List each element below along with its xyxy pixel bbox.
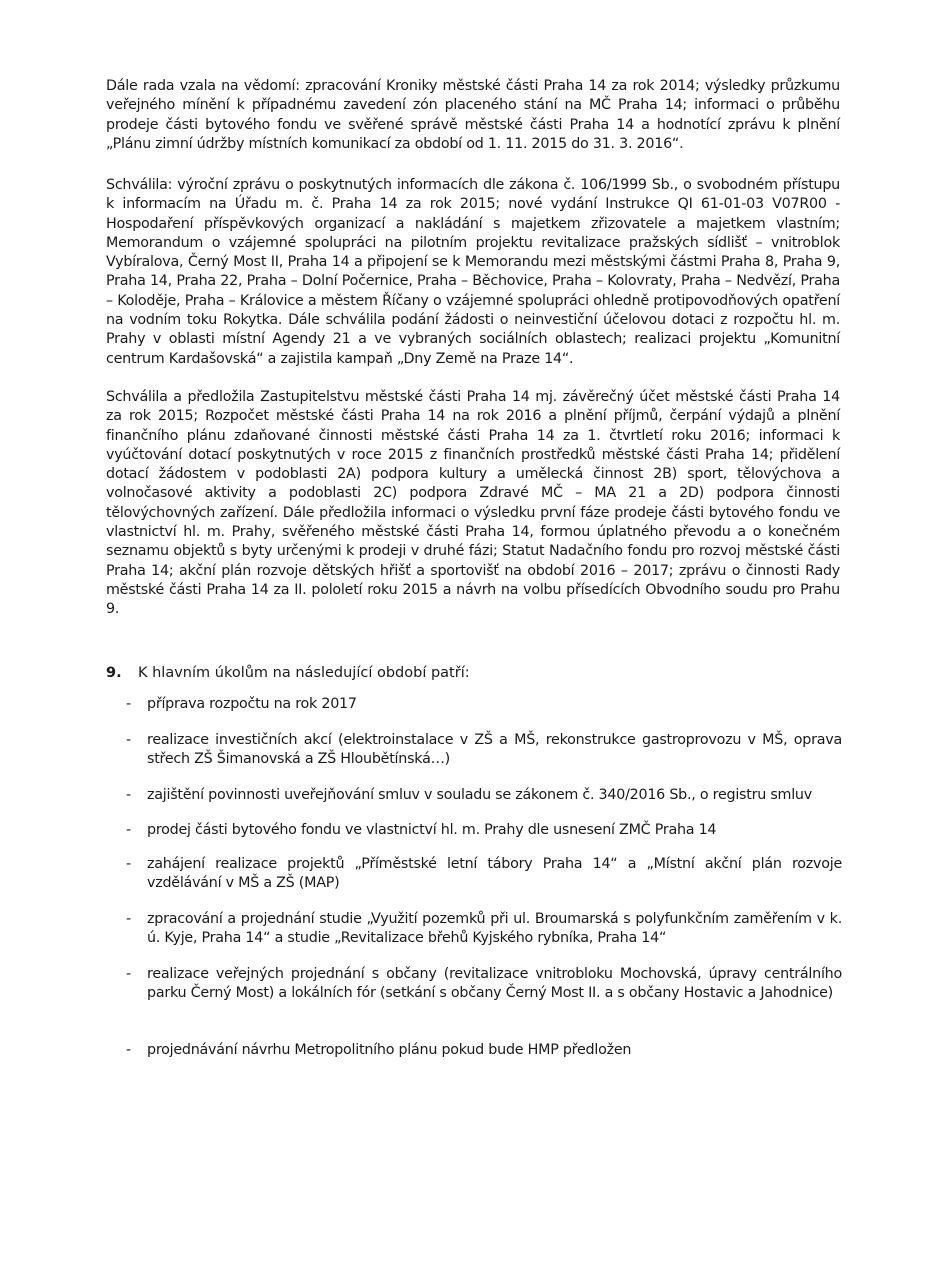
list-item — [126, 1041, 842, 1060]
bullet-dash: - — [126, 856, 131, 872]
bullet-dash: - — [126, 732, 131, 748]
section-heading — [106, 663, 840, 683]
bullet-dash: - — [126, 1042, 131, 1058]
paragraph-approved: Schválila: výroční zprávu o poskytnutých informacích dle zákona č. 106/1999 Sb., o svobodném přístupu k informacím na Úřadu m. č. Praha 14 za rok 2015; nové vydání Instrukce QI 61-01-03 V07R00 - Hospodaření příspěvkových organizací a nakládání s majetkem zřizovatele a majetkem vlastním; Memorandum o vzájemné spolupráci na pilotním projektu revitalizace pražských sídlišť – vnitroblok Vybíralova, Černý Most II, Praha 14 a připojení se k Memorandu mezi městskými částmi Praha 8, Praha 9, Praha 14, Praha 22, Praha – Dolní Počernice, Praha – Běchovice, Praha – Kolovraty, Praha – Nedvězí, Praha – Koloděje, Praha – Královice a městem Říčany o vzájemné spolupráci ohledně protipovodňových opatření na vodním toku Rokytka. Dále schválila podání žádosti o neinvestiční účelovou dotaci z rozpočtu hl. m. Prahy v oblasti místní Agendy 21 a ve vybraných sociálních oblastech; realizaci projektu „Komunitní centrum Kardašovská“ a zajistila kampaň „Dny Země na Praze 14“. — [106, 177, 840, 367]
section-number: 9. — [106, 665, 122, 681]
list-item-text: realizace investičních akcí (elektroinstalace v ZŠ a MŠ, rekonstrukce gastroprovozu v MŠ, oprava střech ZŠ Šimanovská a ZŠ Hloubětínská…) — [147, 732, 842, 768]
list-item-text: prodej části bytového fondu ve vlastnictví hl. m. Prahy dle usnesení ZMČ Praha 14 — [147, 822, 717, 838]
bullet-dash: - — [126, 966, 131, 982]
bullet-dash: - — [126, 787, 131, 803]
list-item — [126, 786, 842, 805]
list-item-text: zajištění povinnosti uveřejňování smluv v souladu se zákonem č. 340/2016 Sb., o registru smluv — [147, 787, 812, 803]
bullet-dash: - — [126, 911, 131, 927]
bullet-dash: - — [126, 696, 131, 712]
list-item — [126, 695, 842, 714]
paragraph-approved-submitted: Schválila a předložila Zastupitelstvu městské části Praha 14 mj. závěrečný účet městské části Praha 14 za rok 2015; Rozpočet městské části Praha 14 na rok 2016 a plnění příjmů, čerpání výdajů a plnění finančního plánu zdaňované činnosti městské části Praha 14 za 1. čtvrtletí roku 2016; informaci k vyúčtování dotací poskytnutých v roce 2015 z finančních prostředků městské části Praha 14; přidělení dotací žádostem v podoblasti 2A) podpora kultury a umělecká činnost 2B) sport, tělovýchova a volnočasové aktivity a podoblasti 2C) podpora Zdravé MČ – MA 21 a 2D) podpora činnosti tělovýchovných zařízení. Dále předložila informaci o výsledku první fáze prodeje části bytového fondu ve vlastnictví hl. m. Prahy, svěřeného městské části Praha 14, formou úplatného převodu a o konečném seznamu objektů s byty určenými k prodeji v druhé fázi; Statut Nadačního fondu pro rozvoj městské části Praha 14; akční plán rozvoje dětských hřišť a sportovišť na období 2016 – 2017; zprávu o činnosti Rady městské části Praha 14 za II. pololetí roku 2015 a návrh na volbu přísedících Obvodního soudu pro Prahu 9. — [106, 389, 840, 618]
list-item — [126, 731, 842, 770]
bullet-dash: - — [126, 822, 131, 838]
list-item-text: projednávání návrhu Metropolitního plánu pokud bude HMP předložen — [147, 1042, 632, 1058]
list-item-text: zpracování a projednání studie „Využití pozemků při ul. Broumarská s polyfunkčním zaměřením v k. ú. Kyje, Praha 14“ a studie „Revitalizace břehů Kyjského rybníka, Praha 14“ — [147, 911, 842, 947]
list-item-text: příprava rozpočtu na rok 2017 — [147, 696, 357, 712]
section-title: K hlavním úkolům na následující období patří: — [138, 665, 470, 681]
list-item — [126, 910, 842, 949]
list-item — [126, 855, 842, 894]
paragraph-noted: Dále rada vzala na vědomí: zpracování Kroniky městské části Praha 14 za rok 2014; výsledky průzkumu veřejného mínění k případnému zavedení zón placeného stání na MČ Praha 14; informaci o průběhu prodeje části bytového fondu ve svěřené správě městské části Praha 14 a hodnotící zprávu k plnění „Plánu zimní údržby místních komunikací za období od 1. 11. 2015 do 31. 3. 2016“. — [106, 78, 840, 152]
list-item — [126, 965, 842, 1004]
list-item — [126, 821, 842, 840]
list-item-text: zahájení realizace projektů „Příměstské letní tábory Praha 14“ a „Místní akční plán rozvoje vzdělávání v MŠ a ZŠ (MAP) — [147, 856, 842, 892]
list-item-text: realizace veřejných projednání s občany (revitalizace vnitrobloku Mochovská, úpravy centrálního parku Černý Most) a lokálních fór (setkání s občany Černý Most II. a s občany Hostavic a Jahodnice) — [147, 966, 842, 1002]
